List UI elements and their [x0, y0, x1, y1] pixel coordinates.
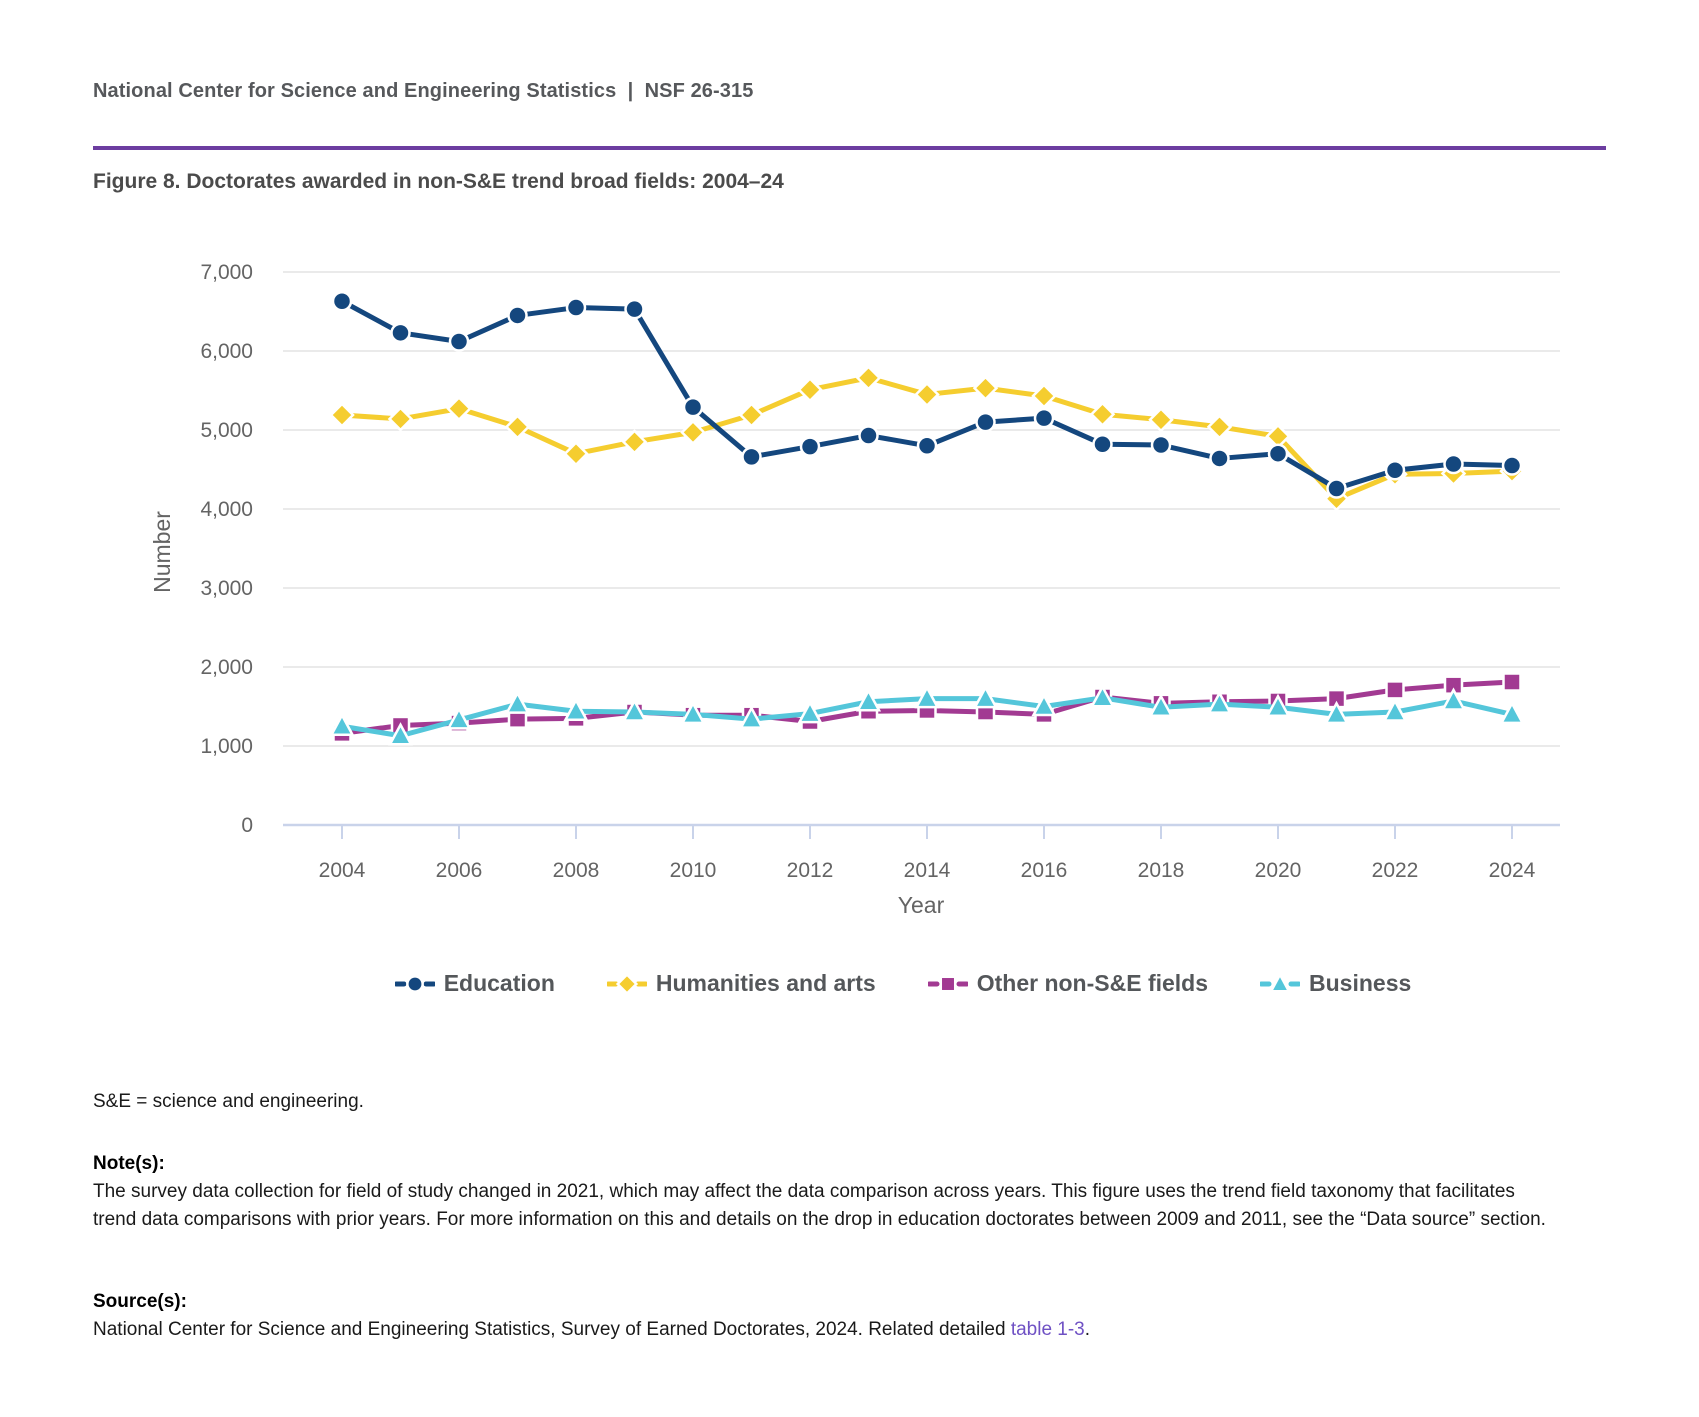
data-point-circle: [1445, 455, 1463, 473]
data-point-circle: [743, 448, 761, 466]
y-tick-label: 3,000: [200, 577, 253, 600]
data-point-diamond: [1033, 385, 1055, 407]
x-tick-label: 2022: [1371, 859, 1419, 882]
chart-gridlines: [283, 272, 1560, 746]
legend-label: Business: [1309, 970, 1412, 996]
legend-item-other-non-s-e-fields: [928, 970, 1208, 997]
data-point-circle: [333, 292, 351, 310]
abbreviation-note: S&E = science and engineering.: [93, 1091, 364, 1112]
data-point-diamond: [448, 398, 470, 420]
x-axis-title: Year: [897, 892, 945, 918]
chart-axis-labels: [149, 261, 1536, 918]
x-tick-label: 2024: [1488, 859, 1536, 882]
report-header: National Center for Science and Engineering Statistics | NSF 26-315: [93, 80, 754, 102]
triangle-legend-marker-icon: [1260, 972, 1300, 996]
legend-label: Other non-S&E fields: [976, 970, 1209, 996]
data-point-diamond: [565, 443, 587, 465]
data-point-circle: [977, 413, 995, 431]
data-point-diamond: [1209, 416, 1231, 438]
data-point-diamond: [1092, 403, 1114, 425]
data-point-circle: [1211, 449, 1229, 467]
data-point-circle: [1328, 479, 1346, 497]
data-point-diamond: [916, 383, 938, 405]
source-text-before: National Center for Science and Engineering Statistics, Survey of Earned Doctorates, 2024. Related detailed: [93, 1319, 1011, 1340]
data-point-diamond: [331, 404, 353, 426]
data-point-diamond: [858, 367, 880, 389]
data-point-circle: [684, 398, 702, 416]
data-point-diamond: [624, 431, 646, 453]
y-tick-label: 7,000: [200, 261, 253, 284]
data-point-circle: [567, 299, 585, 317]
data-point-circle: [860, 427, 878, 445]
data-point-circle: [1269, 445, 1287, 463]
y-tick-label: 1,000: [200, 735, 253, 758]
data-point-diamond: [507, 416, 529, 438]
legend-label: Humanities and arts: [655, 970, 876, 996]
y-tick-label: 0: [241, 814, 253, 837]
legend-item-education: [395, 970, 555, 997]
data-point-circle: [509, 306, 527, 324]
data-point-diamond: [741, 404, 763, 426]
x-tick-label: 2006: [435, 859, 483, 882]
data-point-circle: [918, 437, 936, 455]
chart-axes: [283, 825, 1560, 839]
chart-series: [331, 292, 1523, 744]
notes-text: The survey data collection for field of study changed in 2021, which may affect the data comparison across years. This figure uses the trend field taxonomy that facilitates trend data comparisons with prior years. For more information on this and details on the drop in education doctorates between 2009 and 2011, see the “Data source” section.: [93, 1181, 1546, 1230]
data-point-circle: [1386, 461, 1404, 479]
data-point-square: [1387, 681, 1404, 698]
x-tick-label: 2008: [552, 859, 600, 882]
y-axis-title: Number: [149, 511, 175, 593]
data-point-square: [1504, 674, 1521, 691]
diamond-legend-marker-icon: [607, 972, 647, 996]
data-point-circle: [1503, 457, 1521, 475]
circle-legend-marker-icon: [395, 972, 435, 996]
data-point-diamond: [682, 421, 704, 443]
data-point-circle: [392, 324, 410, 342]
figure-title: Figure 8. Doctorates awarded in non-S&E trend broad fields: 2004–24: [93, 170, 784, 193]
source-table-link[interactable]: table 1-3: [1010, 1319, 1085, 1340]
x-tick-label: 2012: [786, 859, 834, 882]
legend-label: Education: [443, 970, 555, 996]
data-point-diamond: [799, 379, 821, 401]
y-tick-label: 6,000: [200, 340, 253, 363]
data-point-diamond: [975, 377, 997, 399]
x-tick-label: 2020: [1254, 859, 1302, 882]
data-point-circle: [801, 438, 819, 456]
square-legend-marker-icon: [928, 972, 968, 996]
source-label: Source(s):: [93, 1291, 187, 1312]
y-tick-label: 4,000: [200, 498, 253, 521]
chart-legend: [283, 970, 1523, 997]
notes-label: Note(s):: [93, 1153, 165, 1174]
legend-item-humanities-and-arts: [607, 970, 876, 997]
y-tick-label: 5,000: [200, 419, 253, 442]
legend-item-business: [1260, 970, 1411, 997]
x-tick-label: 2014: [903, 859, 951, 882]
x-tick-label: 2016: [1020, 859, 1068, 882]
data-point-circle: [1152, 436, 1170, 454]
data-point-circle: [1035, 409, 1053, 427]
x-tick-label: 2004: [318, 859, 366, 882]
data-point-circle: [1094, 435, 1112, 453]
source-text: [93, 1316, 1090, 1344]
source-text-after: .: [1084, 1319, 1091, 1340]
data-point-diamond: [390, 408, 412, 430]
data-point-circle: [450, 333, 468, 351]
data-point-diamond: [1150, 409, 1172, 431]
data-point-circle: [626, 300, 644, 318]
x-tick-label: 2010: [669, 859, 717, 882]
y-tick-label: 2,000: [200, 656, 253, 679]
x-tick-label: 2018: [1137, 859, 1185, 882]
